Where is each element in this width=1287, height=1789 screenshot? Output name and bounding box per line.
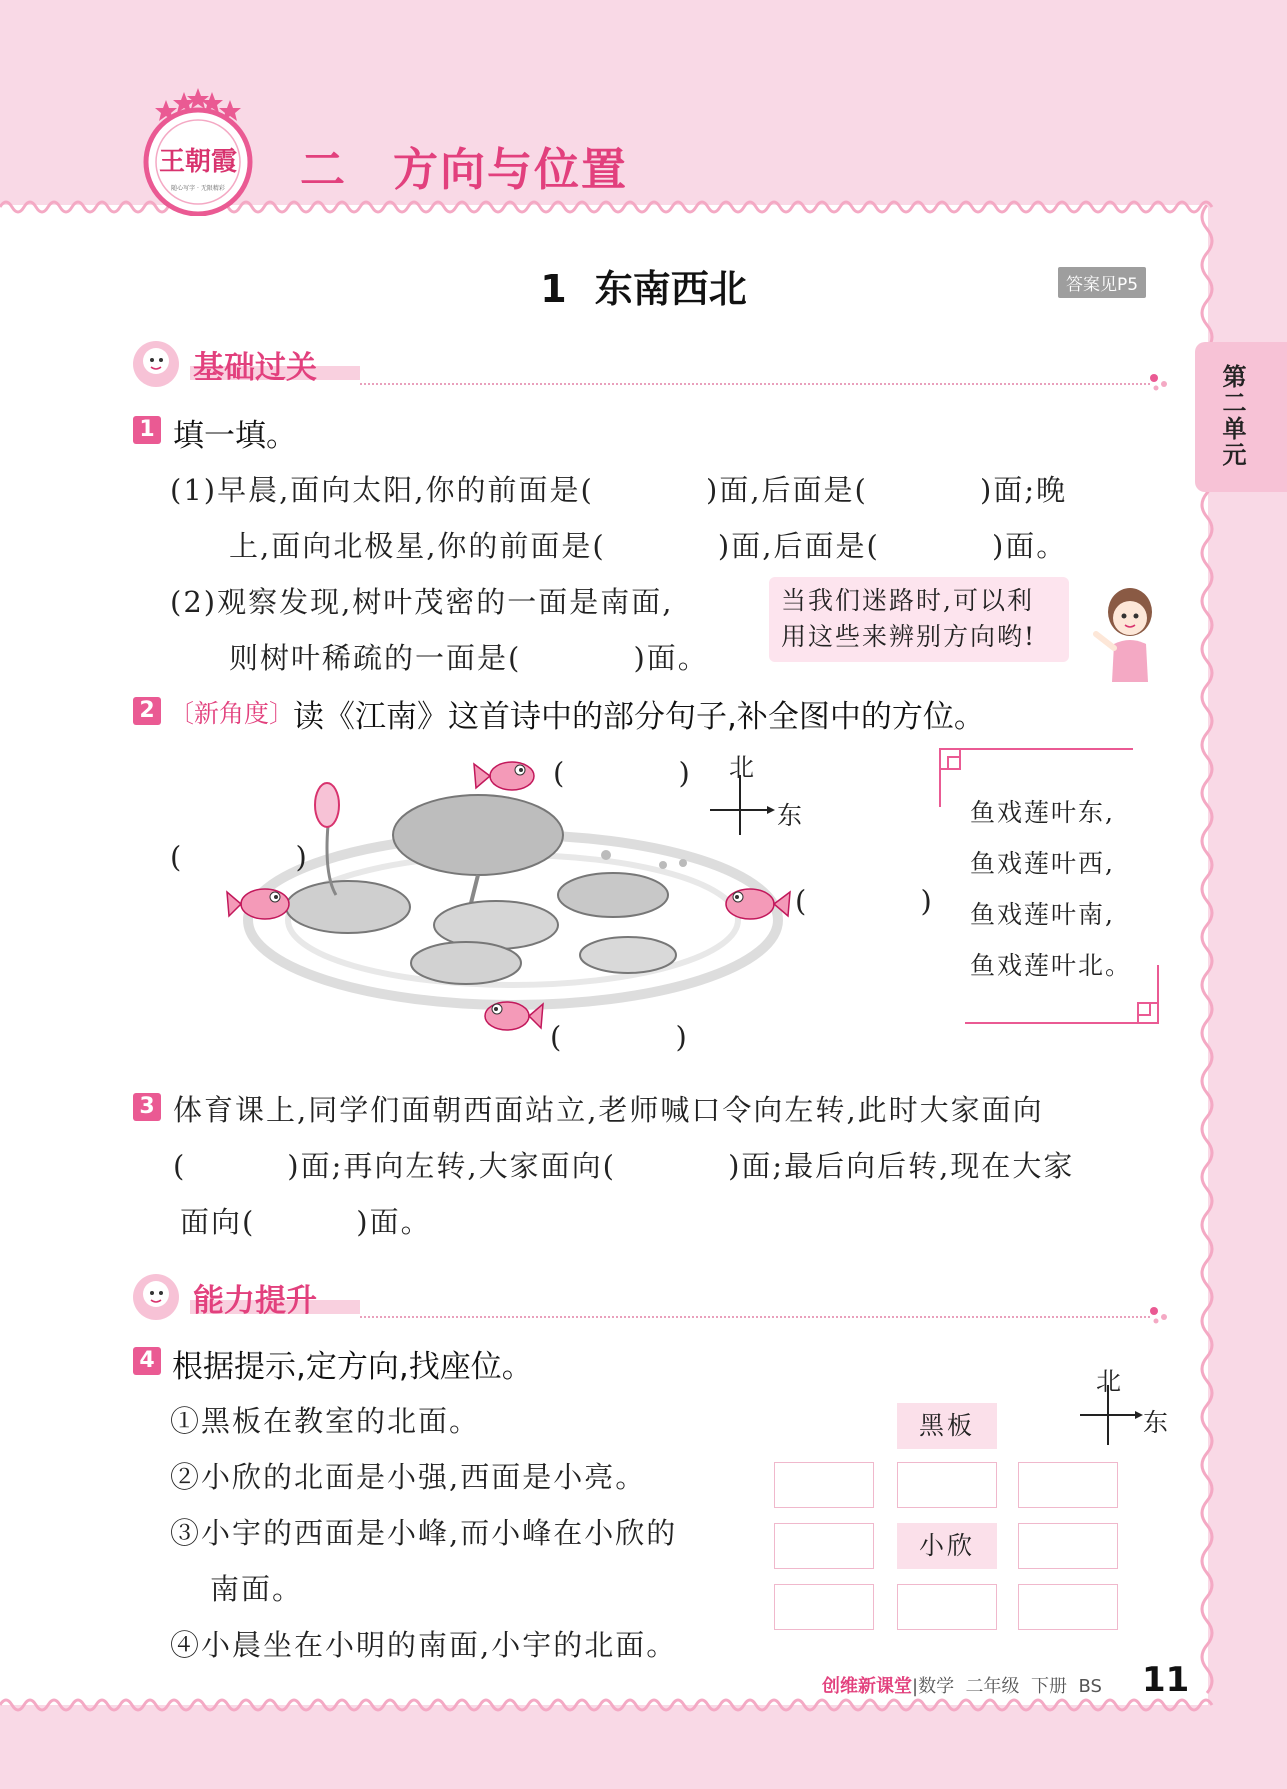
- seat-cell[interactable]: [774, 1462, 874, 1508]
- q4-hint-4: ④小晨坐在小明的南面,小宇的北面。: [170, 1628, 678, 1662]
- compass-north-label: 北: [1096, 1367, 1122, 1396]
- tip-line-2: 用这些来辨别方向哟!: [781, 622, 1037, 651]
- compass-east-label: 东: [777, 801, 803, 830]
- footer-edition: BS: [1078, 1676, 1102, 1697]
- seat-cell[interactable]: [897, 1462, 997, 1508]
- section-title-basic: 基础过关: [193, 350, 317, 386]
- cartoon-girl-icon: [1090, 582, 1170, 687]
- page-number: 11: [1142, 1660, 1190, 1700]
- footer-info: [822, 1672, 1102, 1698]
- question-title: 读《江南》这首诗中的部分句子,补全图中的方位。: [293, 699, 985, 735]
- dots-decoration-icon: [1148, 372, 1172, 394]
- unit-tab: [1195, 342, 1287, 492]
- tip-line-1: 当我们迷路时,可以利: [781, 586, 1034, 615]
- seat-cell[interactable]: [1018, 1523, 1118, 1569]
- q4-hint-3: ③小宇的西面是小峰,而小峰在小欣的: [170, 1516, 678, 1550]
- q4-hint-2: ②小欣的北面是小强,西面是小亮。: [170, 1460, 647, 1494]
- seat-cell[interactable]: [897, 1584, 997, 1630]
- cartoon-avatar-icon: [128, 337, 184, 389]
- q1-line-2: 上,面向北极星,你的前面是( )面,后面是( )面。: [229, 529, 1068, 563]
- chapter-number: 二: [300, 143, 348, 196]
- q4-hint-3-cont: 南面。: [210, 1572, 304, 1606]
- lesson-number: 1: [540, 267, 567, 311]
- chapter-heading: [300, 133, 628, 198]
- seat-cell[interactable]: [1018, 1584, 1118, 1630]
- q3-line-3: 面向( )面。: [180, 1205, 432, 1239]
- poem-line: 鱼戏莲叶南,: [970, 900, 1115, 929]
- footer-separator: |: [912, 1676, 919, 1697]
- dots-decoration-icon: [1148, 1305, 1172, 1327]
- compass-east-label: 东: [1143, 1408, 1169, 1437]
- poem-text: [970, 787, 1132, 991]
- footer-grade: 二年级: [965, 1676, 1020, 1697]
- poem-line: 鱼戏莲叶西,: [970, 849, 1115, 878]
- question-number-badge: 1: [133, 416, 161, 444]
- question-title: 根据提示,定方向,找座位。: [172, 1349, 533, 1385]
- fish-icon: [475, 990, 545, 1038]
- seat-cell[interactable]: [774, 1584, 874, 1630]
- lesson-title: 东南西北: [594, 267, 747, 311]
- q1-line-4: 则树叶稀疏的一面是( )面。: [229, 641, 709, 675]
- section-title-advanced: 能力提升: [193, 1283, 317, 1319]
- question-number-badge: 3: [133, 1093, 161, 1121]
- question-number-badge: 2: [133, 697, 161, 725]
- q3-line-2: ( )面;再向左转,大家面向( )面;最后向后转,现在大家: [173, 1149, 1075, 1183]
- footer-brand: 创维新课堂: [822, 1676, 912, 1697]
- poem-line: 鱼戏莲叶东,: [970, 798, 1115, 827]
- wavy-bottom-border: [0, 1695, 1287, 1717]
- pond-blank-north[interactable]: ( ): [553, 756, 692, 790]
- logo-brand-text: 王朝霞: [158, 147, 238, 177]
- poem-line: 鱼戏莲叶北。: [970, 951, 1133, 980]
- pond-blank-west[interactable]: ( ): [170, 840, 309, 874]
- seat-cell[interactable]: [1018, 1462, 1118, 1508]
- unit-tab-label: 第二单元: [1218, 364, 1246, 468]
- pond-blank-east[interactable]: ( ): [795, 884, 934, 918]
- q3-line-1: 体育课上,同学们面朝西面站立,老师喊口令向左转,此时大家面向: [173, 1093, 1044, 1127]
- question-number-badge: 4: [133, 1347, 161, 1375]
- fish-icon: [225, 878, 300, 926]
- brand-logo: [136, 86, 260, 216]
- fish-icon: [470, 752, 540, 797]
- pond-blank-south[interactable]: ( ): [550, 1020, 689, 1054]
- question-title: 填一填。: [173, 418, 297, 454]
- fish-icon: [718, 878, 793, 926]
- q4-hint-1: ①黑板在教室的北面。: [170, 1404, 481, 1438]
- seat-cell[interactable]: [774, 1523, 874, 1569]
- q1-line-3: (2)观察发现,树叶茂密的一面是南面,: [170, 585, 674, 619]
- chapter-title: 方向与位置: [393, 143, 629, 196]
- compass-north-label: 北: [729, 753, 755, 782]
- seat-xiaoxin: 小欣: [897, 1523, 997, 1569]
- footer-volume: 下册: [1030, 1676, 1067, 1697]
- answer-reference-tag: 答案见P5: [1058, 267, 1146, 298]
- section-divider: [360, 1316, 1150, 1318]
- blackboard-label: 黑板: [897, 1403, 997, 1449]
- section-divider: [360, 383, 1150, 385]
- q1-line-1: (1)早晨,面向太阳,你的前面是( )面,后面是( )面;晚: [170, 473, 1068, 507]
- tip-bubble: [769, 577, 1069, 662]
- cartoon-avatar-icon: [128, 1270, 184, 1322]
- footer-subject: 数学: [918, 1676, 955, 1697]
- new-angle-tag: 〔新角度〕: [169, 699, 295, 728]
- logo-tagline-text: 随心写字 · 无限精彩: [171, 185, 225, 192]
